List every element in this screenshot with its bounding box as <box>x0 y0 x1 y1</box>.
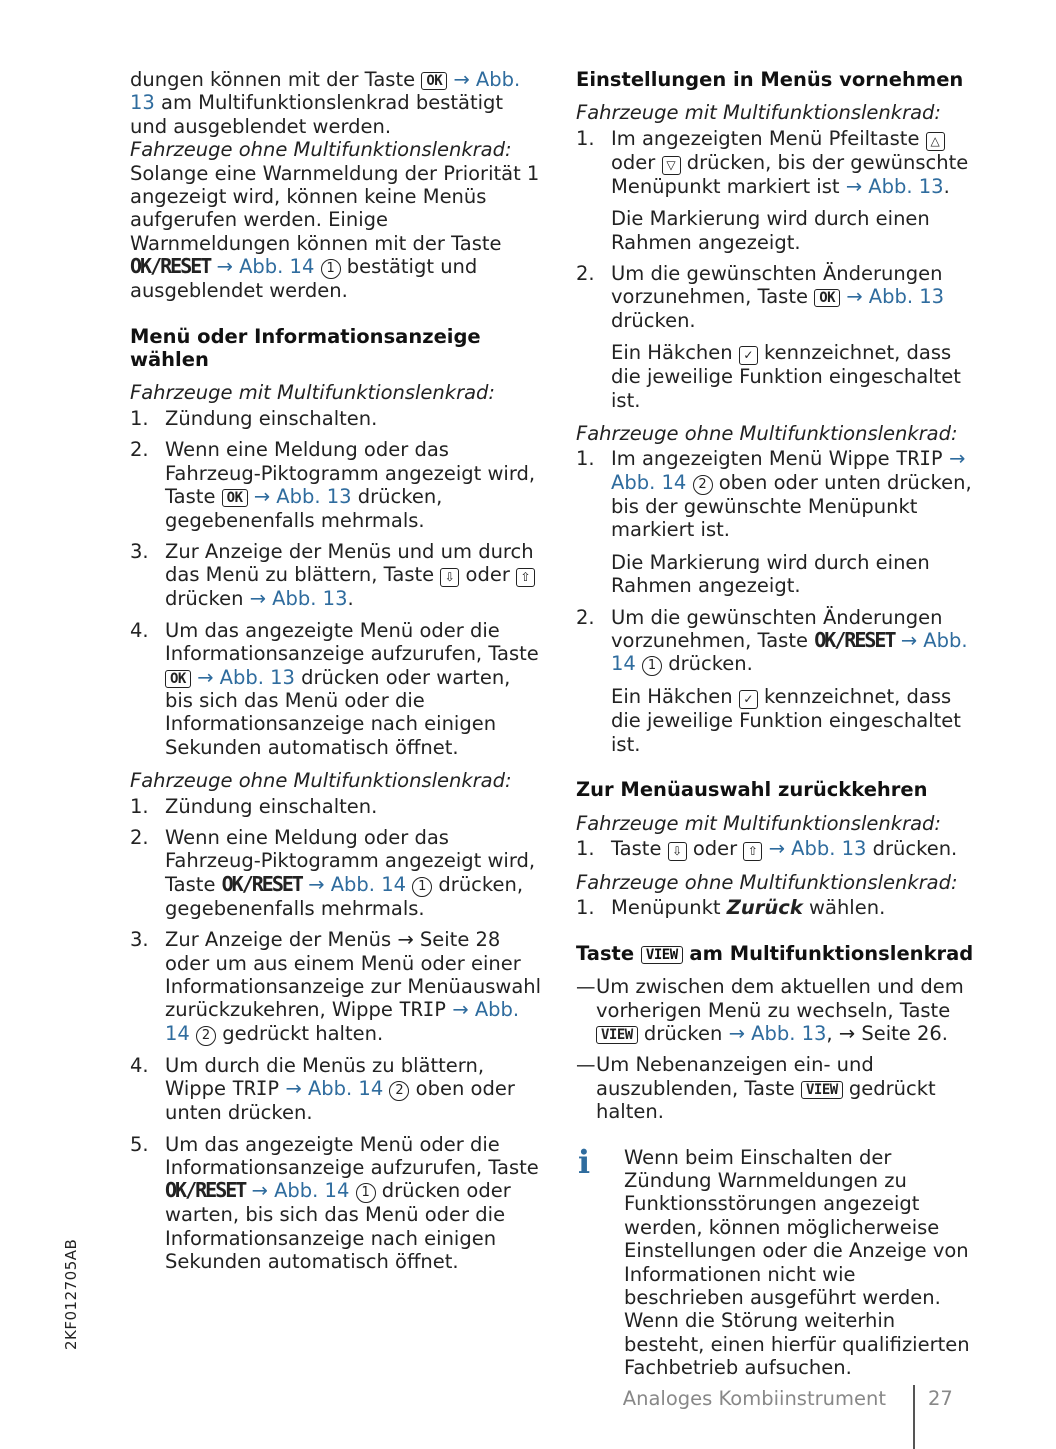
list-item: 2. Wenn eine Meldung oder das Fahrzeug-Piktogramm angezeigt wird, Taste OK → Abb. 13 drücken, gegebenenfalls mehrmals. <box>130 438 536 532</box>
vehicle-type-label: Fahrzeuge mit Multifunktionslenkrad: <box>576 101 941 125</box>
figure-ref-link[interactable]: → Abb. 14 <box>165 998 520 1045</box>
info-note <box>576 1142 980 1380</box>
section-heading-back: Zur Menüauswahl zurückkehren <box>576 778 928 802</box>
list-item: — Um zwischen dem aktuellen und dem vorherigen Menü zu wechseln, Taste VIEW drücken → Abb. 13, → Seite 26. <box>576 975 964 1045</box>
list-item: 2. Um die gewünschten Änderungen vorzunehmen, Taste OK/RESET → Abb. 14 1 drücken. <box>576 605 968 676</box>
trip-rocker-label: TRIP <box>232 1077 280 1101</box>
callout-1-icon: 1 <box>356 1183 376 1203</box>
callout-2-icon: 2 <box>196 1026 216 1046</box>
figure-ref-link[interactable]: → Abb. 14 <box>611 447 966 494</box>
view-key-icon: VIEW <box>641 946 683 964</box>
callout-1-icon: 1 <box>642 656 662 676</box>
list-item: 5. Um das angezeigte Menü oder die Informationsanzeige aufzurufen, Taste OK/RESET → Abb. 14 1 drücken oder warten, bis sich das Menü oder die Informationsanzeige nach einigen Sekunden automatisch öffnet. <box>130 1132 539 1274</box>
list-item: 1. Im angezeigten Menü Pfeiltaste △ oder ▽ drücken, bis der gewünschte Menüpunkt markiert ist → Abb. 13. <box>576 126 969 198</box>
ok-key-icon: OK <box>421 72 447 90</box>
checkbox-checked-icon: ✓ <box>739 690 758 709</box>
info-icon: ℹ <box>578 1142 591 1181</box>
figure-ref-link[interactable]: → Abb. 13 <box>728 1021 827 1045</box>
arrow-down-key-icon: ▽ <box>662 156 681 175</box>
section-heading-view: Taste VIEW am Multifunktionslenkrad <box>576 941 974 965</box>
scroll-down-key-icon: ⇩ <box>440 568 459 587</box>
figure-ref-link[interactable]: → Abb. 14 <box>611 628 968 676</box>
figure-ref-link[interactable]: → Abb. 14 <box>285 1077 384 1101</box>
ok-key-icon: OK <box>814 289 840 307</box>
figure-ref-link[interactable]: → Abb. 13 <box>846 285 945 309</box>
figure-ref-link[interactable]: → Abb. 13 <box>768 836 867 860</box>
list-item: 3. Zur Anzeige der Menüs → Seite 28 oder um aus einem Menü oder einer Informationsanzeige zur Menüauswahl zurückzukehren, Wippe TRIP → Abb. 14 2 gedrückt halten. <box>130 928 542 1045</box>
page-footer <box>0 1385 1056 1449</box>
checkbox-checked-icon: ✓ <box>739 346 758 365</box>
list-item: 3. Zur Anzeige der Menüs und um durch das Menü zu blättern, Taste ⇩ oder ⇧ drücken → Abb. 13. <box>130 539 534 611</box>
figure-ref-link[interactable]: → Abb. 13 <box>249 587 348 611</box>
note-text: Die Markierung wird durch einen Rahmen angezeigt. <box>611 550 930 598</box>
document-code: 2KF012705AB <box>62 1238 80 1350</box>
note-text: Die Markierung wird durch einen Rahmen angezeigt. <box>611 207 930 254</box>
okreset-key-icon: OK/RESET <box>221 871 302 896</box>
section-heading-settings: Einstellungen in Menüs vornehmen <box>576 68 964 91</box>
section-heading-select: Menü oder Informationsanzeige wählen <box>130 324 481 372</box>
intro-paragraph-2: Fahrzeuge ohne Multifunktionslenkrad: Solange eine Warnmeldung der Priorität 1 angezeigt wird, können keine Menüs aufgerufen werden. Einige Warnmeldungen können mit der Taste OK/RESET → Abb. 14 1 bestätigt und ausgeblendet werden. <box>130 138 540 303</box>
footer-divider <box>913 1385 915 1449</box>
okreset-key-icon: OK/RESET <box>165 1178 246 1203</box>
figure-ref-link[interactable]: → Abb. 14 <box>251 1179 350 1203</box>
callout-2-icon: 2 <box>389 1081 409 1101</box>
figure-ref-link[interactable]: → Abb. 14 <box>216 255 315 279</box>
vehicle-type-label: Fahrzeuge ohne Multifunktionslenkrad: <box>130 769 512 793</box>
view-key-icon: VIEW <box>801 1081 843 1099</box>
vehicle-type-label: Fahrzeuge ohne Multifunktionslenkrad: <box>576 870 958 894</box>
list-item: 1. Zündung einschalten. <box>130 406 378 430</box>
page-number: 27 <box>928 1387 953 1410</box>
vehicle-type-label: Fahrzeuge ohne Multifunktionslenkrad: <box>576 422 958 446</box>
ok-key-icon: OK <box>222 489 248 507</box>
callout-2-icon: 2 <box>693 475 713 495</box>
left-column <box>130 68 542 1274</box>
intro-paragraph: dungen können mit der Taste OK → Abb. 13 am Multifunktionslenkrad bestätigt und ausgeblendet werden. <box>130 68 521 138</box>
figure-ref-link[interactable]: → Abb. 13 <box>253 485 352 509</box>
list-item: 2. Wenn eine Meldung oder das Fahrzeug-Piktogramm angezeigt wird, Taste OK/RESET → Abb. 14 1 drücken, gegebenenfalls mehrmals. <box>130 825 536 920</box>
okreset-key-icon: OK/RESET <box>814 627 895 652</box>
info-text: Wenn beim Einschalten der Zündung Warnmeldungen zu Funktionsstörungen angezeigt werden, können möglicherweise Einstellungen oder die Anzeige von Informationen nicht wie beschrieben ausgeführt werden. Wenn die Störung weiterhin besteht, einen hierfür qualifizierten Fachbetrieb aufsuchen. <box>624 1145 970 1380</box>
list-item: 4. Um durch die Menüs zu blättern, Wippe TRIP → Abb. 14 2 oben oder unten drücken. <box>130 1053 515 1125</box>
note-text: Ein Häkchen ✓ kennzeichnet, dass die jeweilige Funktion eingeschaltet ist. <box>611 341 961 412</box>
list-item: — Um Nebenanzeigen ein- und auszublenden, Taste VIEW gedrückt halten. <box>576 1053 936 1124</box>
scroll-up-key-icon: ⇧ <box>516 568 535 587</box>
okreset-key-icon: OK/RESET <box>130 254 211 279</box>
list-item: 4. Um das angezeigte Menü oder die Informationsanzeige aufzurufen, Taste OK → Abb. 13 drücken oder warten, bis sich das Menü oder die Informationsanzeige nach einigen Sekunden automatisch öffnet. <box>130 618 539 759</box>
callout-1-icon: 1 <box>321 259 341 279</box>
vehicle-type-label: Fahrzeuge mit Multifunktionslenkrad: <box>576 811 941 835</box>
note-text: Ein Häkchen ✓ kennzeichnet, dass die jeweilige Funktion eingeschaltet ist. <box>611 685 961 756</box>
figure-ref-link[interactable]: → Abb. 13 <box>130 68 521 115</box>
trip-rocker-label: TRIP <box>399 998 447 1022</box>
scroll-up-key-icon: ⇧ <box>743 842 762 861</box>
callout-1-icon: 1 <box>412 877 432 897</box>
list-item: 2. Um die gewünschten Änderungen vorzunehmen, Taste OK → Abb. 13 drücken. <box>576 262 945 332</box>
figure-ref-link[interactable]: → Abb. 14 <box>308 872 407 896</box>
view-key-icon: VIEW <box>596 1026 638 1044</box>
figure-ref-link[interactable]: → Abb. 13 <box>845 174 944 198</box>
vehicle-type-label: Fahrzeuge mit Multifunktionslenkrad: <box>130 381 495 405</box>
list-item: 1. Zündung einschalten. <box>130 794 378 818</box>
list-item: 1. Im angezeigten Menü Wippe TRIP → Abb. 14 2 oben oder unten drücken, bis der gewünschte Menüpunkt markiert ist. <box>576 447 972 542</box>
scroll-down-key-icon: ⇩ <box>668 842 687 861</box>
right-column <box>576 68 980 1380</box>
trip-rocker-label: TRIP <box>895 447 943 471</box>
list-item: 1. Taste ⇩ oder ⇧ → Abb. 13 drücken. <box>576 836 958 860</box>
figure-ref-link[interactable]: → Abb. 13 <box>197 665 295 689</box>
list-item: 1. Menüpunkt Zurück wählen. <box>576 896 886 920</box>
arrow-up-key-icon: △ <box>926 132 945 151</box>
ok-key-icon: OK <box>165 670 191 688</box>
footer-section-title: Analoges Kombiinstrument <box>622 1387 886 1410</box>
